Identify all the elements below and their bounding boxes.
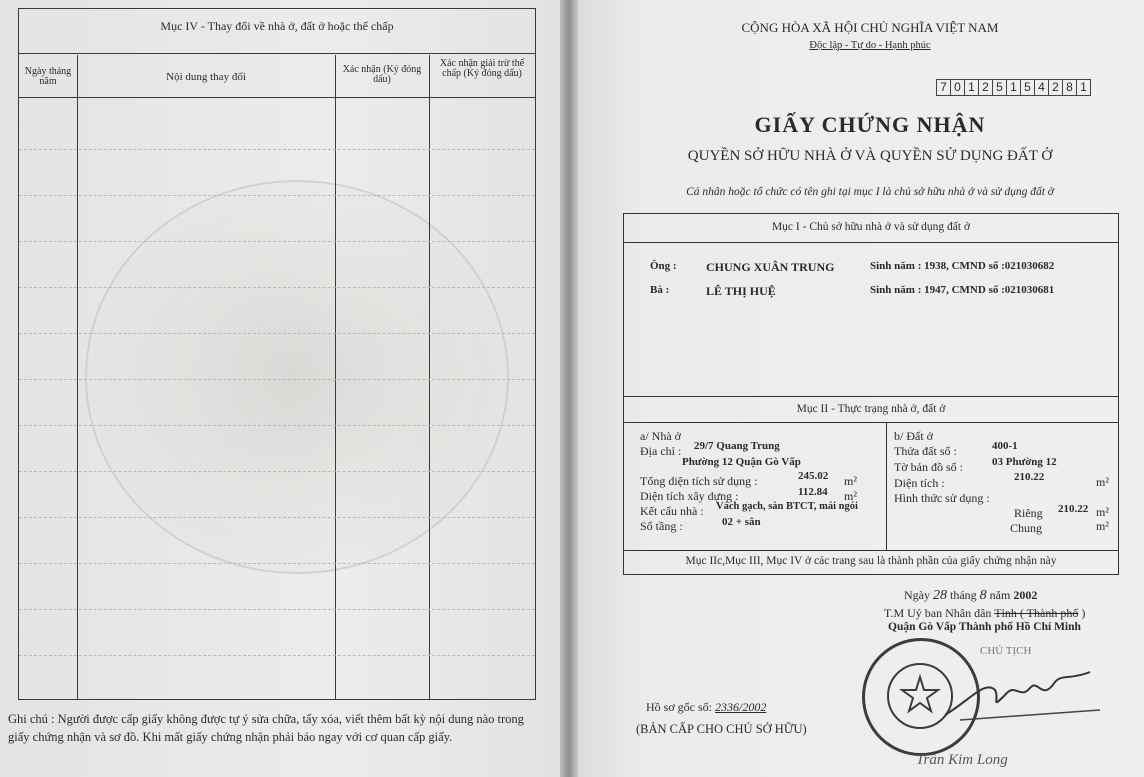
- footer-note: Mục IIc,Mục III, Mục IV ở các trang sau là thành phần của giấy chứng nhận này: [685, 555, 1057, 567]
- structure-label: Kết cấu nhà :: [640, 504, 704, 518]
- shared-label: Chung: [1010, 521, 1043, 535]
- floors-value: 02 + sân: [722, 516, 761, 528]
- total-area-label: Tổng diện tích sử dụng :: [640, 474, 758, 488]
- build-area-unit: m²: [844, 489, 857, 503]
- issue-date: Ngày 28 tháng 8 năm 2002: [904, 588, 1038, 603]
- file-number: Hồ sơ gốc số: 2336/2002: [646, 700, 767, 714]
- land-heading: b/ Đất ở: [894, 429, 934, 443]
- land-area-value: 210.22: [1014, 471, 1045, 483]
- parcel-label: Thửa đất số :: [894, 444, 957, 458]
- house-heading: a/ Nhà ở: [640, 429, 681, 443]
- map-value: 03 Phường 12: [992, 456, 1057, 468]
- left-page: [0, 0, 560, 777]
- owner1-info: Sinh năm : 1938, CMND số :021030682: [870, 260, 1055, 272]
- private-value: 210.22: [1058, 503, 1089, 515]
- column-content: Nội dung thay đổi: [166, 71, 246, 83]
- chairman-title: CHỦ TỊCH: [980, 645, 1032, 657]
- date-year: 2002: [1013, 588, 1038, 602]
- date-day: 28: [933, 588, 947, 603]
- signature-icon: [940, 660, 1110, 730]
- structure-value: Vách gạch, sàn BTCT, mái ngói: [716, 501, 858, 512]
- copy-note: (BẢN CẤP CHO CHỦ SỞ HỮU): [636, 722, 807, 736]
- owner2-info: Sinh năm : 1947, CMND số :021030681: [870, 284, 1055, 296]
- shared-unit: m²: [1096, 519, 1109, 533]
- land-area-unit: m²: [1096, 475, 1109, 489]
- issuer-struck: Tỉnh ( Thành phố: [994, 606, 1079, 620]
- owner2-prefix: Bà :: [650, 284, 670, 296]
- parcel-value: 400-1: [992, 440, 1018, 452]
- column-date: Ngày tháng năm: [24, 66, 72, 87]
- floors-label: Số tầng :: [640, 519, 683, 533]
- book-spine: [560, 0, 578, 777]
- section-iv-title: Mục IV - Thay đổi về nhà ở, đất ở hoặc thế chấp: [160, 19, 394, 33]
- column-confirm: Xác nhận (Ký đóng dấu): [342, 64, 422, 85]
- motto: Độc lập - Tự do - Hạnh phúc: [809, 40, 931, 51]
- address-line2: Phường 12 Quận Gò Vấp: [682, 456, 801, 468]
- total-area-unit: m²: [844, 474, 857, 488]
- owner2-name: LÊ THỊ HUỆ: [706, 284, 776, 298]
- intro-text: Cá nhân hoặc tổ chức có tên ghi tại mục I là chủ sở hữu nhà ở và sử dụng đất ở: [686, 186, 1054, 198]
- owner1-prefix: Ông :: [650, 260, 677, 272]
- build-area-label: Diện tích xây dựng :: [640, 489, 739, 503]
- certificate-title: GIẤY CHỨNG NHẬN: [754, 112, 986, 137]
- signer-name: Trần Kim Long: [916, 752, 1008, 768]
- issuer-line1: T.M Uỷ ban Nhân dân Tỉnh ( Thành phố ): [884, 606, 1086, 620]
- file-number-value: 2336/2002: [715, 700, 767, 714]
- usage-label: Hình thức sử dụng :: [894, 491, 990, 505]
- address-label: Địa chỉ :: [640, 444, 682, 458]
- section-ii-title: Mục II - Thực trạng nhà ở, đất ở: [796, 403, 946, 415]
- land-area-label: Diện tích :: [894, 476, 945, 490]
- owner1-name: CHUNG XUÂN TRUNG: [706, 260, 835, 274]
- note-text: Ghi chú : Người được cấp giấy không được tự ý sửa chữa, tẩy xóa, viết thêm bất kỳ nội dung nào trong giấy chứng nhận và sơ đồ. Khi mất giấy chứng nhận phải báo ngay với cơ quan cấp giấy.: [8, 712, 524, 744]
- certificate-subtitle: QUYỀN SỞ HỮU NHÀ Ở VÀ QUYỀN SỬ DỤNG ĐẤT Ở: [687, 148, 1053, 164]
- private-unit: m²: [1096, 505, 1109, 519]
- issuer-line2: Quận Gò Vấp Thành phố Hồ Chí Minh: [888, 621, 1081, 633]
- private-label: Riêng: [1014, 506, 1043, 520]
- serial-number: 7 0 1 2 5 1 5 4 2 8 1: [936, 78, 1090, 96]
- date-month: 8: [979, 588, 987, 603]
- map-label: Tờ bản đồ số :: [894, 460, 964, 474]
- national-title: CỘNG HÒA XÃ HỘI CHỦ NGHĨA VIỆT NAM: [741, 20, 999, 35]
- build-area-value: 112.84: [798, 486, 828, 498]
- changes-table: [18, 8, 536, 700]
- column-release: Xác nhận giải trừ thế chấp (Ký đóng dấu): [439, 58, 525, 79]
- address-line1: 29/7 Quang Trung: [694, 440, 780, 452]
- certificate-box: [623, 213, 1119, 575]
- total-area-value: 245.02: [798, 470, 829, 482]
- section-i-title: Mục I - Chủ sở hữu nhà ở và sử dụng đất ở: [771, 221, 971, 233]
